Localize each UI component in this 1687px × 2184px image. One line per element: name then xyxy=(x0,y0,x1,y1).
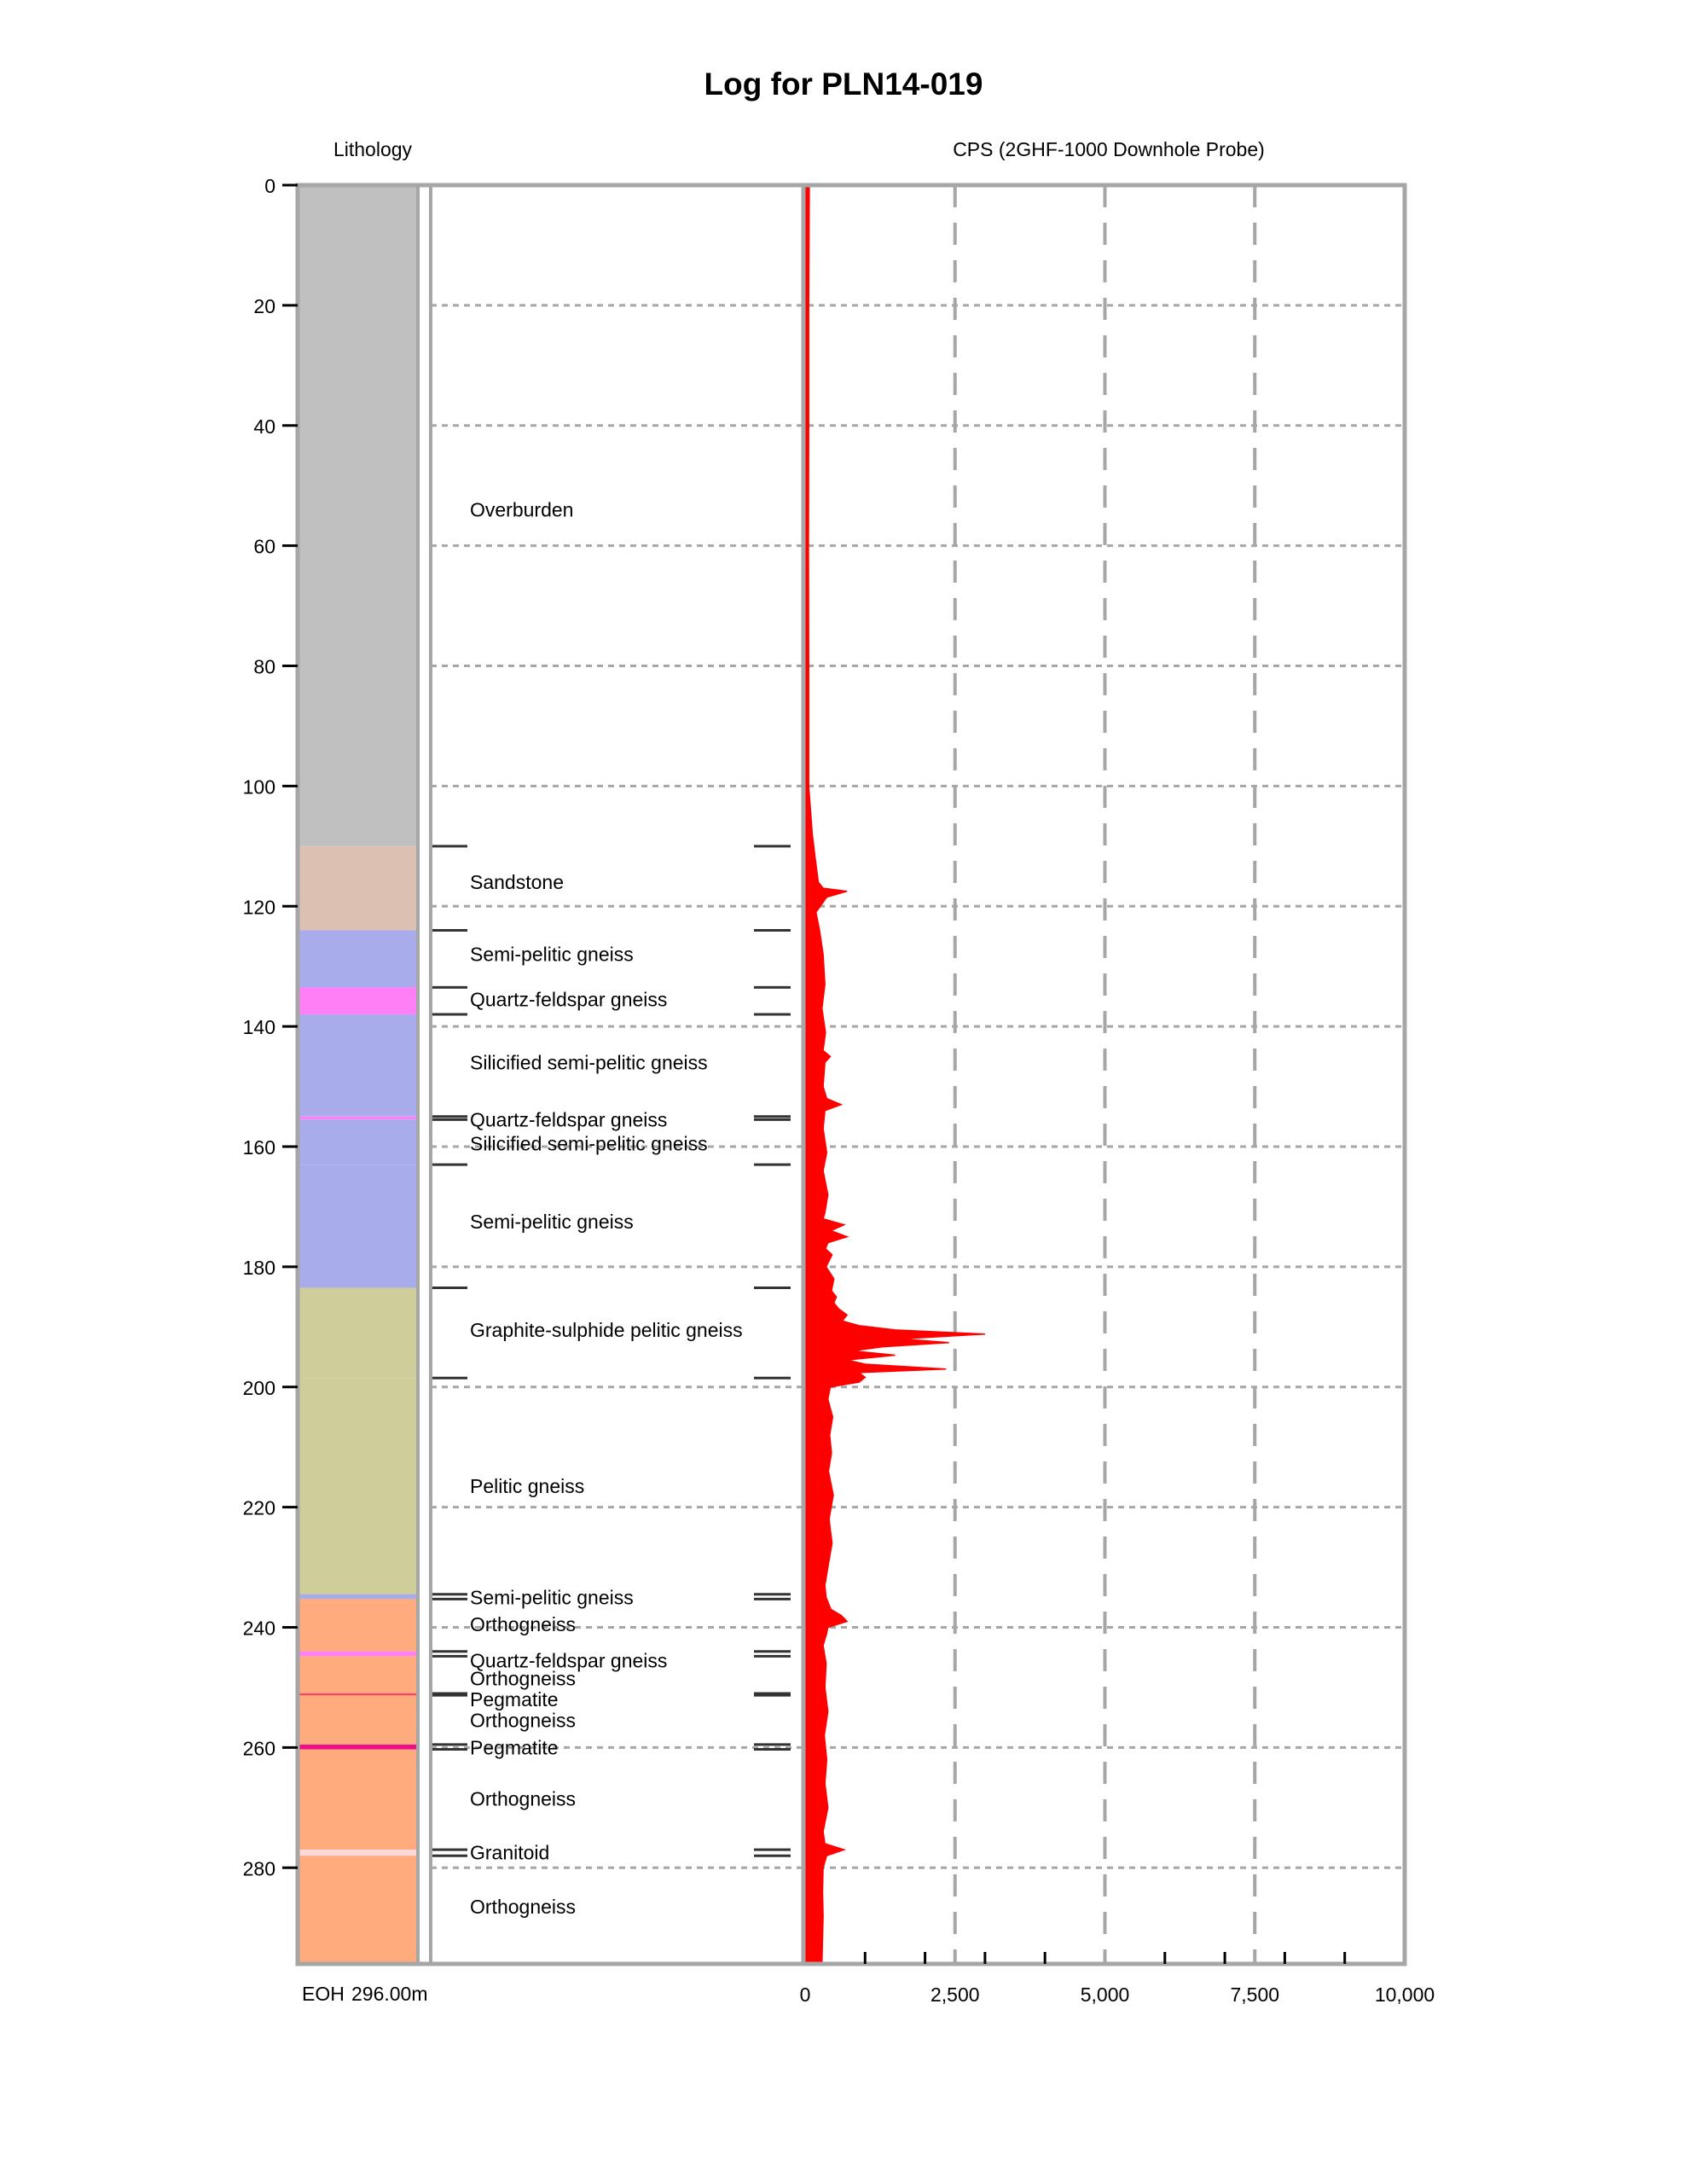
depth-tick-label: 100 xyxy=(242,775,275,799)
lithology-unit xyxy=(299,846,416,931)
lithology-unit xyxy=(299,1599,416,1651)
depth-tick-label: 40 xyxy=(253,415,275,438)
lithology-label: Sandstone xyxy=(470,871,564,894)
lithology-label: Pegmatite xyxy=(470,1688,559,1711)
cps-axis xyxy=(800,1952,1435,2006)
lithology-label: Orthogneiss xyxy=(470,1613,577,1636)
lithology-unit xyxy=(299,1750,416,1850)
lithology-unit xyxy=(299,1014,416,1117)
lithology-label: Pelitic gneiss xyxy=(470,1475,585,1498)
lithology-unit xyxy=(299,1119,416,1165)
depth-tick-label: 180 xyxy=(242,1256,275,1279)
lithology-unit xyxy=(299,987,416,1014)
lithology-unit xyxy=(299,1745,416,1750)
lithology-label: Semi-pelitic gneiss xyxy=(470,943,634,966)
lithology-label: Orthogneiss xyxy=(470,1667,577,1690)
lithology-label: Semi-pelitic gneiss xyxy=(470,1586,634,1609)
lithology-unit xyxy=(299,185,416,846)
lithology-label: Silicified semi-pelitic gneiss xyxy=(470,1051,708,1074)
gamma-cps-trace xyxy=(805,185,985,1964)
depth-tick-label: 260 xyxy=(242,1737,275,1760)
lithology-label: Silicified semi-pelitic gneiss xyxy=(470,1132,708,1155)
cps-tick-label: 0 xyxy=(799,1984,811,2006)
lithology-unit xyxy=(299,1850,416,1856)
lithology-label: Graphite-sulphide pelitic gneiss xyxy=(470,1318,743,1341)
eoh-value: 296.00m xyxy=(351,1983,428,2005)
lithology-unit xyxy=(299,1652,416,1657)
lithology-label: Overburden xyxy=(470,498,574,521)
lithology-unit xyxy=(299,930,416,987)
lithology-label: Pegmatite xyxy=(470,1736,559,1759)
lithology-unit xyxy=(299,1656,416,1693)
lithology-unit xyxy=(299,1695,416,1745)
lithology-label: Orthogneiss xyxy=(470,1709,577,1732)
lithology-unit xyxy=(299,1165,416,1287)
lithology-unit xyxy=(299,1594,416,1600)
lithology-label: Orthogneiss xyxy=(470,1787,577,1810)
lithology-label: Quartz-feldspar gneiss xyxy=(470,1108,668,1131)
lithology-label: Quartz-feldspar gneiss xyxy=(470,988,668,1011)
lithology-labels xyxy=(470,498,743,1918)
depth-axis xyxy=(243,175,298,1879)
lithology-label: Orthogneiss xyxy=(470,1896,577,1919)
depth-tick-label: 80 xyxy=(253,655,275,678)
depth-tick-label: 120 xyxy=(242,896,275,919)
cps-tick-label: 10,000 xyxy=(1374,1984,1435,2006)
depth-tick-label: 240 xyxy=(242,1617,275,1640)
depth-tick-label: 160 xyxy=(242,1136,275,1159)
lithology-unit xyxy=(299,1856,416,1964)
lithology-label: Semi-pelitic gneiss xyxy=(470,1211,634,1234)
lithology-column xyxy=(299,185,416,1964)
lithology-header: Lithology xyxy=(333,138,413,160)
depth-tick-label: 280 xyxy=(242,1857,275,1880)
cps-tick-label: 2,500 xyxy=(930,1984,980,2006)
cps-gridlines xyxy=(955,185,1255,1964)
lithology-label: Quartz-feldspar gneiss xyxy=(470,1649,668,1672)
probe-header: CPS (2GHF-1000 Downhole Probe) xyxy=(953,138,1265,160)
depth-tick-label: 0 xyxy=(264,175,275,197)
depth-tick-label: 60 xyxy=(253,535,275,558)
depth-tick-label: 220 xyxy=(242,1496,275,1519)
lithology-unit xyxy=(299,1288,416,1379)
cps-tick-label: 5,000 xyxy=(1080,1984,1130,2006)
lithology-unit xyxy=(299,1378,416,1597)
depth-gridlines xyxy=(431,305,1405,1867)
depth-tick-label: 200 xyxy=(242,1376,275,1399)
lithology-unit xyxy=(299,1117,416,1120)
depth-tick-label: 20 xyxy=(253,294,275,317)
eoh-label: EOH xyxy=(302,1983,345,2005)
depth-tick-label: 140 xyxy=(242,1016,275,1039)
chart-title: Log for PLN14-019 xyxy=(704,67,983,102)
cps-tick-label: 7,500 xyxy=(1230,1984,1280,2006)
lithology-label: Granitoid xyxy=(470,1841,550,1864)
